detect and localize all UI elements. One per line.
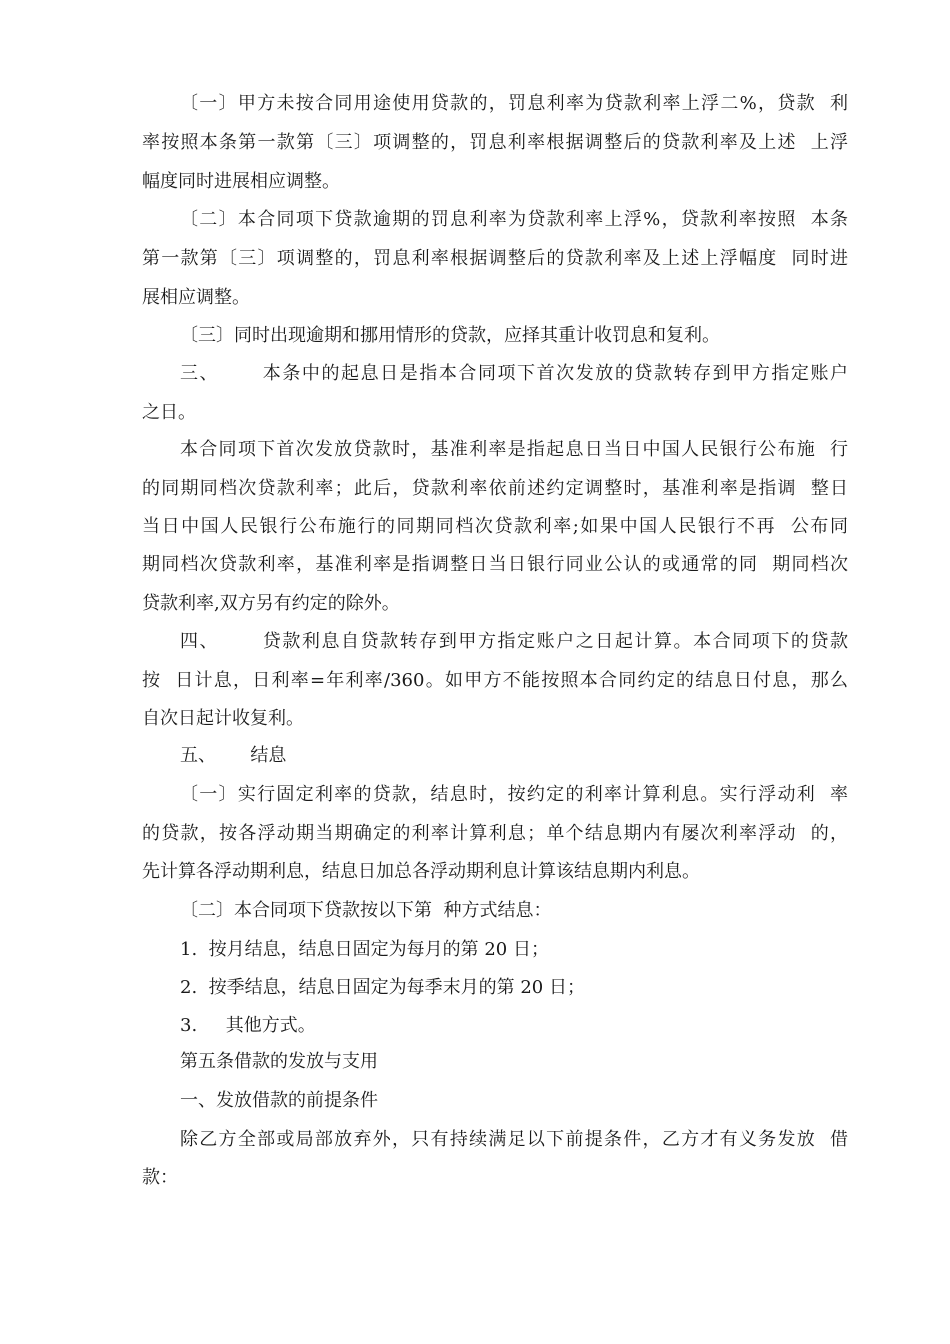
text-line: 四、 贷款利息自贷款转存到甲方指定账户之日起计算。本合同项下的贷款 — [180, 631, 848, 652]
text-line: 贷款利率,双方另有约定的除外。 — [142, 593, 400, 614]
text-line: 之日。 — [142, 402, 196, 423]
text-line: 三、 本条中的起息日是指本合同项下首次发放的贷款转存到甲方指定账户 — [180, 363, 848, 384]
text-line: 〔二〕本合同项下贷款按以下第 种方式结息： — [180, 900, 552, 921]
text-line: 3. 其他方式。 — [180, 1015, 316, 1036]
text-line: 按 日计息，日利率=年利率/360。如甲方不能按照本合同约定的结息日付息，那么 — [142, 670, 848, 691]
text-line: 〔一〕实行固定利率的贷款，结息时，按约定的利率计算利息。实行浮动利 率 — [180, 784, 848, 805]
text-line: 期同档次贷款利率，基准利率是指调整日当日银行同业公认的或通常的同 期同档次 — [142, 554, 848, 575]
text-line: 率按照本条第一款第〔三〕项调整的，罚息利率根据调整后的贷款利率及上述 上浮 — [142, 132, 848, 153]
text-line: 展相应调整。 — [142, 287, 250, 308]
text-line: 先计算各浮动期利息，结息日加总各浮动期利息计算该结息期内利息。 — [142, 861, 700, 882]
text-line: 的同期同档次贷款利率；此后，贷款利率依前述约定调整时，基准利率是指调 整日 — [142, 478, 848, 499]
text-line: 第一款第〔三〕项调整的，罚息利率根据调整后的贷款利率及上述上浮幅度 同时进 — [142, 248, 848, 269]
text-line: 2. 按季结息，结息日固定为每季末月的第 20 日； — [180, 977, 585, 998]
text-line: 自次日起计收复利。 — [142, 708, 304, 729]
text-line: 当日中国人民银行公布施行的同期同档次贷款利率;如果中国人民银行不再 公布同 — [142, 516, 848, 537]
text-line: 五、 结息 — [180, 745, 287, 766]
text-line: 款： — [142, 1167, 178, 1188]
text-line: 幅度同时进展相应调整。 — [142, 171, 340, 192]
text-line: 除乙方全部或局部放弃外，只有持续满足以下前提条件，乙方才有义务发放 借 — [180, 1129, 848, 1150]
text-line: 的贷款，按各浮动期当期确定的利率计算利息；单个结息期内有屡次利率浮动 的， — [142, 823, 848, 844]
section-heading: 第五条借款的发放与支用 — [180, 1051, 378, 1072]
subsection-heading: 一、发放借款的前提条件 — [180, 1090, 378, 1111]
text-line: 1. 按月结息，结息日固定为每月的第 20 日； — [180, 939, 549, 960]
text-line: 〔二〕本合同项下贷款逾期的罚息利率为贷款利率上浮%，贷款利率按照 本条 — [180, 209, 848, 230]
text-line: 〔一〕甲方未按合同用途使用贷款的，罚息利率为贷款利率上浮二%，贷款 利 — [180, 93, 848, 114]
text-line: 本合同项下首次发放贷款时，基准利率是指起息日当日中国人民银行公布施 行 — [180, 439, 848, 460]
text-line: 〔三〕同时出现逾期和挪用情形的贷款，应择其重计收罚息和复利。 — [180, 325, 720, 346]
